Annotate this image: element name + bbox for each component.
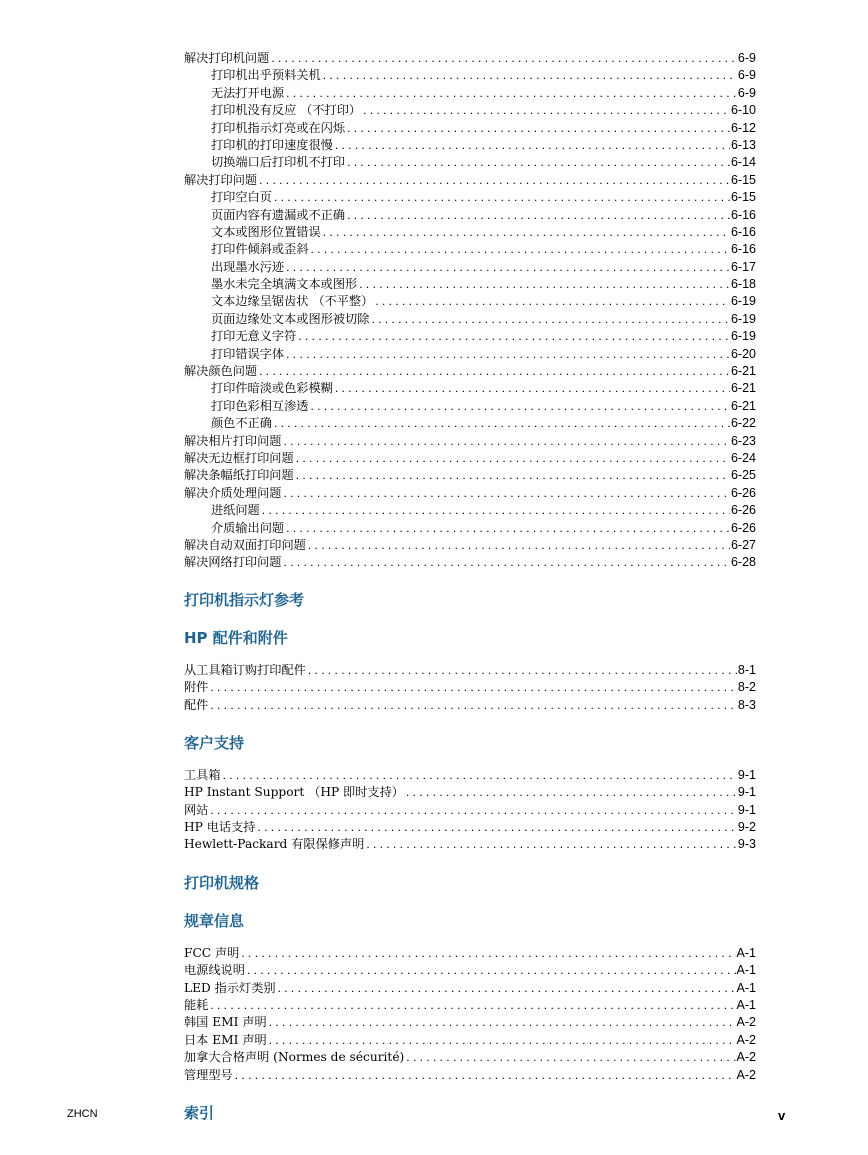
dot-leader <box>363 102 730 119</box>
footer-page-number: v <box>778 1108 786 1123</box>
toc-entry-page: 6-16 <box>730 224 756 239</box>
toc-entry-page: 6-9 <box>737 68 756 83</box>
toc-entry-title: 介质输出问题 <box>211 520 285 535</box>
dot-leader <box>347 154 730 171</box>
toc-entry-title: 墨水未完全填满文本或图形 <box>211 277 358 292</box>
toc-entry-page: 6-19 <box>730 294 756 309</box>
toc-entry-title: 出现墨水污迹 <box>211 259 285 274</box>
toc-entry-title: 进纸问题 <box>211 503 260 518</box>
toc-entry-title: 配件 <box>184 697 209 712</box>
toc-entry-title: 工具箱 <box>184 767 221 782</box>
toc-entry[interactable] <box>184 1032 756 1049</box>
toc-entry-title: 打印机没有反应 （不打印） <box>211 103 362 118</box>
dot-leader <box>284 554 730 571</box>
toc-entry[interactable] <box>184 697 756 714</box>
toc-entry-page: 6-26 <box>730 520 756 535</box>
dot-leader <box>223 767 737 784</box>
troubleshoot-list <box>184 50 756 572</box>
toc-entry-title: 颜色不正确 <box>211 416 272 431</box>
toc-entry-title: 打印机的打印速度很慢 <box>211 137 333 152</box>
dot-leader <box>308 537 730 554</box>
toc-entry-page: 6-22 <box>730 416 756 431</box>
toc-entry-title: 文本或图形位置错误 <box>211 224 321 239</box>
toc-entry[interactable] <box>184 997 756 1014</box>
toc-entry-title: 从工具箱订购打印配件 <box>184 662 306 677</box>
toc-entry[interactable] <box>184 102 756 119</box>
dot-leader <box>406 1049 735 1066</box>
dot-leader <box>359 276 730 293</box>
dot-leader <box>406 784 737 801</box>
toc-entry-page: 6-16 <box>730 207 756 222</box>
toc-entry[interactable] <box>184 836 756 853</box>
dot-leader <box>235 1067 736 1084</box>
toc-entry[interactable] <box>184 172 756 189</box>
toc-entry[interactable] <box>184 276 756 293</box>
dot-leader <box>371 311 730 328</box>
toc-entry-title: HP 电话支持 <box>184 820 256 835</box>
dot-leader <box>269 1014 736 1031</box>
toc-entry[interactable] <box>184 311 756 328</box>
dot-leader <box>274 189 730 206</box>
toc-entry-title: 网站 <box>184 802 209 817</box>
toc-entry[interactable] <box>184 207 756 224</box>
toc-entry-page: A-1 <box>736 963 756 978</box>
toc-entry-title: HP Instant Support （HP 即时支持） <box>184 785 404 800</box>
toc-entry-title: 打印色彩相互渗透 <box>211 398 309 413</box>
dot-leader <box>286 259 730 276</box>
dot-leader <box>284 433 730 450</box>
dot-leader <box>210 697 737 714</box>
support-heading[interactable]: 客户支持 <box>184 733 245 752</box>
toc-entry[interactable] <box>184 224 756 241</box>
support-list <box>184 767 756 854</box>
toc-entry-page: 6-9 <box>737 85 756 100</box>
toc-entry-page: 6-19 <box>730 329 756 344</box>
toc-entry-title: 电源线说明 <box>184 963 245 978</box>
toc-entry[interactable] <box>184 980 756 997</box>
toc-entry-page: 9-1 <box>737 767 756 782</box>
toc-entry-title: 附件 <box>184 680 209 695</box>
table-of-contents <box>184 50 756 1123</box>
toc-entry[interactable] <box>184 293 756 310</box>
toc-entry[interactable] <box>184 1067 756 1084</box>
toc-entry-page: A-2 <box>736 1015 756 1030</box>
toc-entry-title: 解决介质处理问题 <box>184 485 282 500</box>
toc-entry-page: 6-25 <box>730 468 756 483</box>
toc-entry-title: 加拿大合格声明 (Normes de sécurité) <box>184 1050 405 1065</box>
toc-entry-title: 解决打印问题 <box>184 172 258 187</box>
dot-leader <box>241 945 735 962</box>
toc-entry[interactable] <box>184 485 756 502</box>
toc-entry-page: 9-1 <box>737 802 756 817</box>
toc-entry[interactable] <box>184 662 756 679</box>
toc-entry[interactable] <box>184 328 756 345</box>
dot-leader <box>286 520 730 537</box>
toc-entry-page: 6-14 <box>730 155 756 170</box>
toc-entry-page: A-1 <box>736 945 756 960</box>
dot-leader <box>274 415 730 432</box>
toc-entry-title: 解决自动双面打印问题 <box>184 537 306 552</box>
toc-entry[interactable] <box>184 945 756 962</box>
toc-entry-title: 打印空白页 <box>211 190 272 205</box>
toc-entry-page: 6-27 <box>730 537 756 552</box>
toc-entry-page: 6-9 <box>737 51 756 65</box>
dot-leader <box>210 679 737 696</box>
toc-entry[interactable] <box>184 380 756 397</box>
dot-leader <box>311 398 730 415</box>
dot-leader <box>210 802 737 819</box>
dot-leader <box>296 450 730 467</box>
toc-entry-title: 解决无边框打印问题 <box>184 450 294 465</box>
toc-entry-title: 打印件暗淡或色彩模糊 <box>211 381 333 396</box>
dot-leader <box>262 502 730 519</box>
toc-entry-page: 6-24 <box>730 450 756 465</box>
accessories-heading[interactable]: HP 配件和附件 <box>184 628 288 647</box>
toc-entry-page: 6-13 <box>730 137 756 152</box>
toc-entry[interactable] <box>184 520 756 537</box>
dot-leader <box>286 85 737 102</box>
toc-entry-page: 8-1 <box>737 662 756 677</box>
toc-entry[interactable] <box>184 802 756 819</box>
dot-leader <box>278 980 736 997</box>
toc-entry-title: 切换端口后打印机不打印 <box>211 155 346 170</box>
toc-entry-title: 解决相片打印问题 <box>184 433 282 448</box>
toc-entry-page: 6-21 <box>730 381 756 396</box>
dot-leader <box>311 241 730 258</box>
dot-leader <box>323 224 730 241</box>
toc-entry-page: 6-21 <box>730 398 756 413</box>
toc-entry-page: 9-1 <box>737 785 756 800</box>
toc-entry-page: 6-12 <box>730 120 756 135</box>
toc-entry-title: LED 指示灯类别 <box>184 980 276 995</box>
toc-entry-title: 日本 EMI 声明 <box>184 1032 267 1047</box>
dot-leader <box>286 346 730 363</box>
toc-entry[interactable] <box>184 346 756 363</box>
dot-leader <box>298 328 730 345</box>
toc-entry-page: 6-15 <box>730 172 756 187</box>
dot-leader <box>308 662 737 679</box>
toc-entry-page: 6-28 <box>730 555 756 570</box>
toc-entry[interactable] <box>184 433 756 450</box>
toc-entry[interactable] <box>184 398 756 415</box>
dot-leader <box>259 172 730 189</box>
toc-entry-page: A-2 <box>736 1050 756 1065</box>
toc-entry-page: 6-18 <box>730 277 756 292</box>
toc-entry-title: 文本边缘呈锯齿状 （不平整） <box>211 294 374 309</box>
dot-leader <box>347 207 730 224</box>
dot-leader <box>335 137 730 154</box>
dot-leader <box>257 819 736 836</box>
toc-entry-title: 页面边缘处文本或图形被切除 <box>211 311 370 326</box>
toc-entry[interactable] <box>184 137 756 154</box>
toc-entry-page: 6-15 <box>730 190 756 205</box>
printer-lights-heading[interactable]: 打印机指示灯参考 <box>184 590 305 609</box>
accessories-list <box>184 662 756 714</box>
toc-entry[interactable] <box>184 415 756 432</box>
toc-entry-page: 8-3 <box>737 697 756 712</box>
toc-entry-title: 解决条幅纸打印问题 <box>184 468 294 483</box>
toc-entry-title: 韩国 EMI 声明 <box>184 1015 267 1030</box>
toc-entry[interactable] <box>184 962 756 979</box>
toc-entry-page: 9-3 <box>737 837 756 852</box>
dot-leader <box>366 836 737 853</box>
specs-heading[interactable]: 打印机规格 <box>184 873 260 892</box>
toc-entry-title: 解决打印机问题 <box>184 51 270 65</box>
toc-entry[interactable] <box>184 120 756 137</box>
toc-entry[interactable] <box>184 467 756 484</box>
toc-entry-page: 6-23 <box>730 433 756 448</box>
toc-entry-page: 6-10 <box>730 103 756 118</box>
toc-entry[interactable] <box>184 767 756 784</box>
dot-leader <box>210 997 735 1014</box>
toc-entry-title: 打印无意义字符 <box>211 329 297 344</box>
toc-entry-title: 管理型号 <box>184 1067 233 1082</box>
toc-entry-page: 6-16 <box>730 242 756 257</box>
dot-leader <box>269 1032 736 1049</box>
toc-entry-title: 能耗 <box>184 998 209 1013</box>
dot-leader <box>375 293 730 310</box>
toc-entry[interactable] <box>184 241 756 258</box>
regulatory-list <box>184 945 756 1084</box>
dot-leader <box>323 67 737 84</box>
toc-entry-page: 8-2 <box>737 680 756 695</box>
toc-entry[interactable] <box>184 189 756 206</box>
toc-entry[interactable] <box>184 363 756 380</box>
toc-entry-page: 9-2 <box>737 820 756 835</box>
toc-entry-page: A-2 <box>736 1032 756 1047</box>
toc-entry[interactable] <box>184 679 756 696</box>
toc-entry[interactable] <box>184 1049 756 1066</box>
toc-entry-title: 打印件倾斜或歪斜 <box>211 242 309 257</box>
toc-entry-page: A-1 <box>736 998 756 1013</box>
toc-entry[interactable] <box>184 85 756 102</box>
toc-entry[interactable] <box>184 537 756 554</box>
dot-leader <box>259 363 730 380</box>
regulatory-heading[interactable]: 规章信息 <box>184 911 245 930</box>
toc-entry-title: Hewlett-Packard 有限保修声明 <box>184 837 365 852</box>
toc-entry[interactable] <box>184 819 756 836</box>
toc-entry-title: FCC 声明 <box>184 945 240 960</box>
dot-leader <box>271 50 737 67</box>
toc-entry[interactable] <box>184 502 756 519</box>
toc-entry[interactable] <box>184 450 756 467</box>
toc-entry[interactable] <box>184 1014 756 1031</box>
toc-entry-page: 6-26 <box>730 485 756 500</box>
toc-entry-title: 解决网络打印问题 <box>184 555 282 570</box>
footer-locale: ZHCN <box>67 1108 98 1120</box>
toc-entry-page: 6-20 <box>730 346 756 361</box>
dot-leader <box>296 467 730 484</box>
toc-entry[interactable] <box>184 154 756 171</box>
dot-leader <box>284 485 730 502</box>
toc-entry-page: 6-26 <box>730 503 756 518</box>
toc-entry-title: 打印机指示灯亮或在闪烁 <box>211 120 346 135</box>
toc-entry-page: A-2 <box>736 1067 756 1082</box>
toc-entry-title: 解决颜色问题 <box>184 364 258 379</box>
toc-entry-title: 页面内容有遗漏或不正确 <box>211 207 346 222</box>
toc-entry[interactable] <box>184 67 756 84</box>
toc-entry-title: 打印错误字体 <box>211 346 285 361</box>
toc-entry-page: 6-17 <box>730 259 756 274</box>
toc-entry-page: 6-19 <box>730 311 756 326</box>
dot-leader <box>335 380 730 397</box>
dot-leader <box>247 962 736 979</box>
toc-entry-title: 无法打开电源 <box>211 85 285 100</box>
toc-entry-page: A-1 <box>736 980 756 995</box>
toc-entry[interactable] <box>184 784 756 801</box>
toc-entry[interactable] <box>184 554 756 571</box>
toc-entry-title: 打印机出乎预料关机 <box>211 68 321 83</box>
toc-entry-page: 6-21 <box>730 364 756 379</box>
index-heading[interactable]: 索引 <box>184 1103 215 1122</box>
toc-entry[interactable] <box>184 50 756 67</box>
dot-leader <box>347 120 730 137</box>
toc-entry[interactable] <box>184 259 756 276</box>
